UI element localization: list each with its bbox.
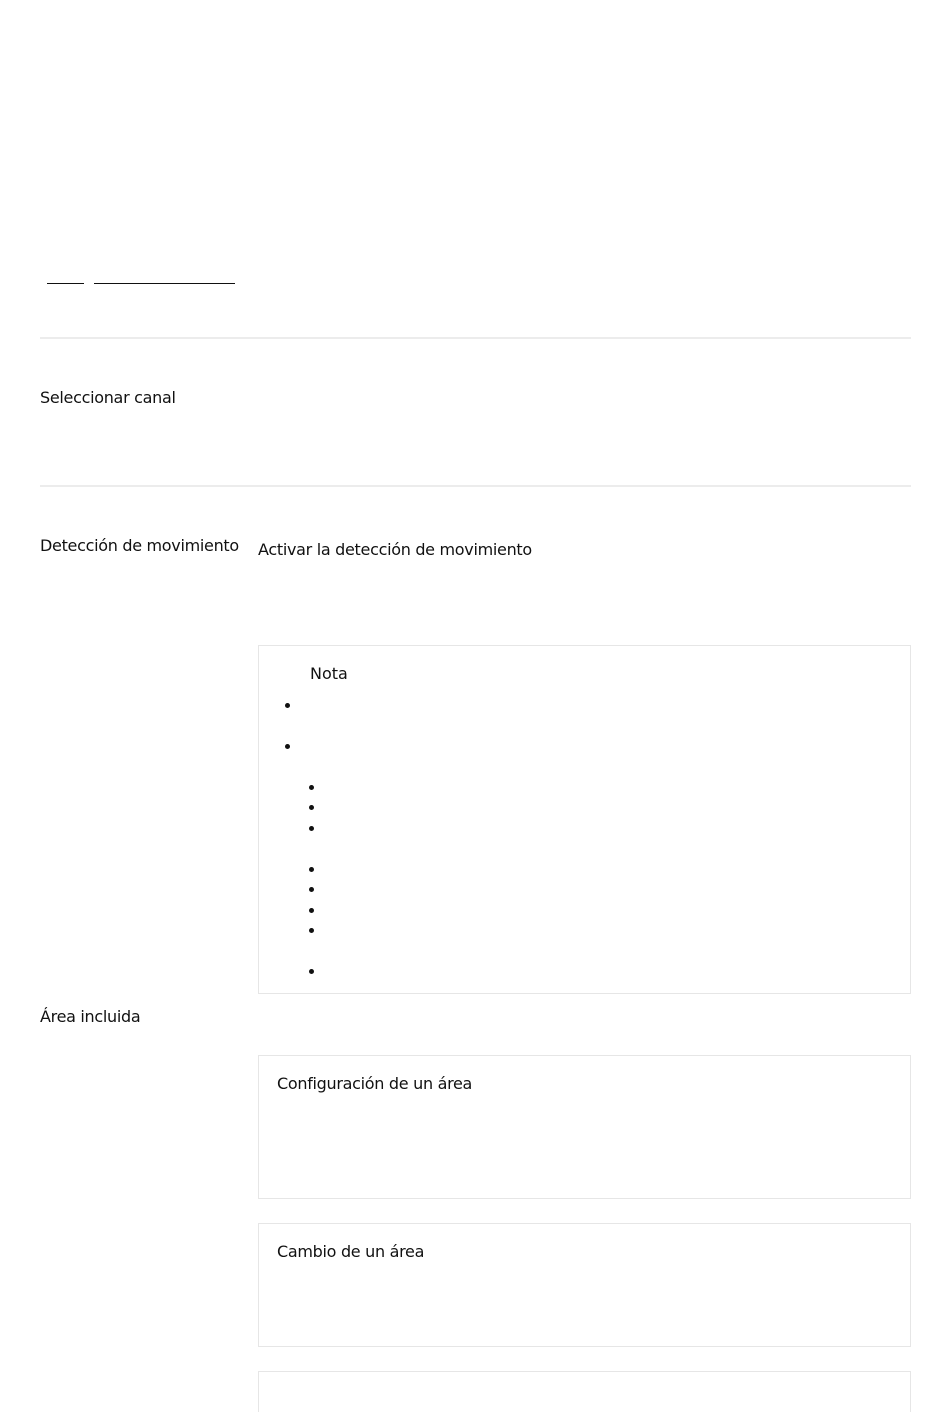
list-item [309, 928, 314, 933]
list-item [309, 969, 314, 974]
list-item [309, 785, 314, 790]
divider [40, 337, 911, 339]
list-item [309, 826, 314, 831]
card-configure-area [258, 1055, 911, 1199]
divider [40, 485, 911, 487]
list-item [309, 805, 314, 810]
included-area-label: Área incluida [40, 1007, 141, 1026]
list-item [285, 703, 290, 708]
list-item [309, 867, 314, 872]
list-item [309, 887, 314, 892]
tab-link-1[interactable] [47, 283, 84, 284]
list-item [309, 908, 314, 913]
note-box [258, 645, 911, 994]
tab-link-2[interactable] [94, 283, 235, 284]
motion-detection-label: Detección de movimiento [40, 536, 239, 555]
card-next [258, 1371, 911, 1412]
card-change-area [258, 1223, 911, 1347]
motion-detection-toggle-label[interactable]: Activar la detección de movimiento [258, 540, 532, 559]
channel-select-label: Seleccionar canal [40, 388, 176, 407]
card-title: Cambio de un área [277, 1242, 425, 1261]
note-title: Nota [310, 664, 348, 683]
card-title: Configuración de un área [277, 1074, 473, 1093]
list-item [285, 744, 290, 749]
